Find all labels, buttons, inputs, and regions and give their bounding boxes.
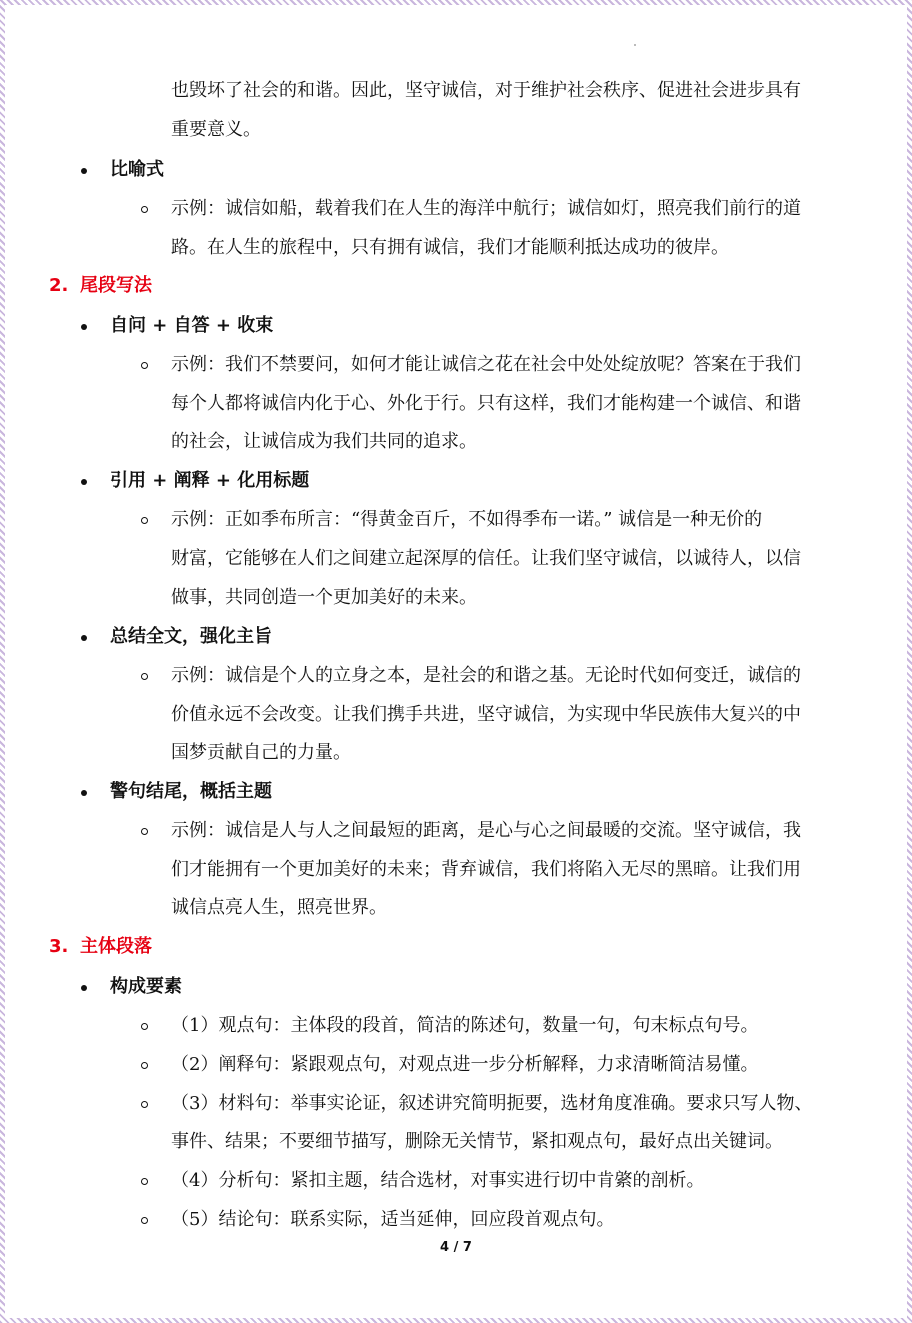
circle-bullet <box>141 1217 148 1224</box>
example-line: 的社会，让诚信成为我们共同的追求。 <box>171 431 477 452</box>
subheading: 自问 + 自答 + 收束 <box>110 315 274 336</box>
circle-bullet <box>141 828 148 835</box>
example-line: 示例：正如季布所言：“得黄金百斤，不如得季布一诺。” 诚信是一种无价的 <box>171 509 763 530</box>
circle-bullet <box>141 673 148 680</box>
section-number: 3. <box>49 936 69 957</box>
section-title: 尾段写法 <box>80 275 152 296</box>
element-line: （2）阐释句：紧跟观点句，对观点进一步分析解释，力求清晰简洁易懂。 <box>171 1054 759 1075</box>
circle-bullet <box>141 206 148 213</box>
bullet-dot <box>81 790 87 796</box>
section-number: 2. <box>49 275 69 296</box>
subheading: 总结全文，强化主旨 <box>110 626 272 647</box>
circle-bullet <box>141 1101 148 1108</box>
bullet-dot <box>81 168 87 174</box>
text-line: 重要意义。 <box>171 119 261 140</box>
subheading: 构成要素 <box>110 976 182 997</box>
circle-bullet <box>141 362 148 369</box>
example-line: 诚信点亮人生，照亮世界。 <box>171 897 387 918</box>
example-line: 示例：诚信是个人的立身之本，是社会的和谐之基。无论时代如何变迁，诚信的 <box>171 665 801 686</box>
section-title: 主体段落 <box>80 936 152 957</box>
example-line: 做事，共同创造一个更加美好的未来。 <box>171 587 477 608</box>
element-line: （5）结论句：联系实际，适当延伸，回应段首观点句。 <box>171 1209 615 1230</box>
circle-bullet <box>141 1023 148 1030</box>
example-line: 价值永远不会改变。让我们携手共进，坚守诚信，为实现中华民族伟大复兴的中 <box>171 704 801 725</box>
example-line: 每个人都将诚信内化于心、外化于行。只有这样，我们才能构建一个诚信、和谐 <box>171 393 801 414</box>
element-line: （3）材料句：举事实论证，叙述讲究简明扼要，选材角度准确。要求只写人物、 <box>171 1093 813 1114</box>
circle-bullet <box>141 1062 148 1069</box>
page-number: 4 / 7 <box>440 1240 472 1255</box>
example-line: 示例：诚信如船，载着我们在人生的海洋中航行；诚信如灯，照亮我们前行的道 <box>171 198 801 219</box>
bullet-dot <box>81 985 87 991</box>
text-line: 也毁坏了社会的和谐。因此，坚守诚信，对于维护社会秩序、促进社会进步具有 <box>171 80 801 101</box>
example-line: 们才能拥有一个更加美好的未来；背弃诚信，我们将陷入无尽的黑暗。让我们用 <box>171 859 801 880</box>
circle-bullet <box>141 517 148 524</box>
example-line: 国梦贡献自己的力量。 <box>171 742 351 763</box>
bullet-dot <box>81 635 87 641</box>
bullet-dot <box>81 324 87 330</box>
element-line: （4）分析句：紧扣主题，结合选材，对事实进行切中肯綮的剖析。 <box>171 1170 705 1191</box>
subheading: 比喻式 <box>110 159 164 180</box>
circle-bullet <box>141 1178 148 1185</box>
example-line: 示例：我们不禁要问，如何才能让诚信之花在社会中处处绽放呢？答案在于我们 <box>171 354 801 375</box>
bullet-dot <box>81 479 87 485</box>
example-line: 财富，它能够在人们之间建立起深厚的信任。让我们坚守诚信，以诚待人，以信 <box>171 548 801 569</box>
example-line: 路。在人生的旅程中，只有拥有诚信，我们才能顺利抵达成功的彼岸。 <box>171 237 729 258</box>
example-line: 示例：诚信是人与人之间最短的距离，是心与心之间最暖的交流。坚守诚信，我 <box>171 820 801 841</box>
subheading: 引用 + 阐释 + 化用标题 <box>110 470 310 491</box>
element-line: 事件、结果；不要细节描写，删除无关情节，紧扣观点句，最好点出关键词。 <box>171 1131 783 1152</box>
element-line: （1）观点句：主体段的段首，简洁的陈述句，数量一句，句末标点句号。 <box>171 1015 759 1036</box>
subheading: 警句结尾，概括主题 <box>110 781 272 802</box>
